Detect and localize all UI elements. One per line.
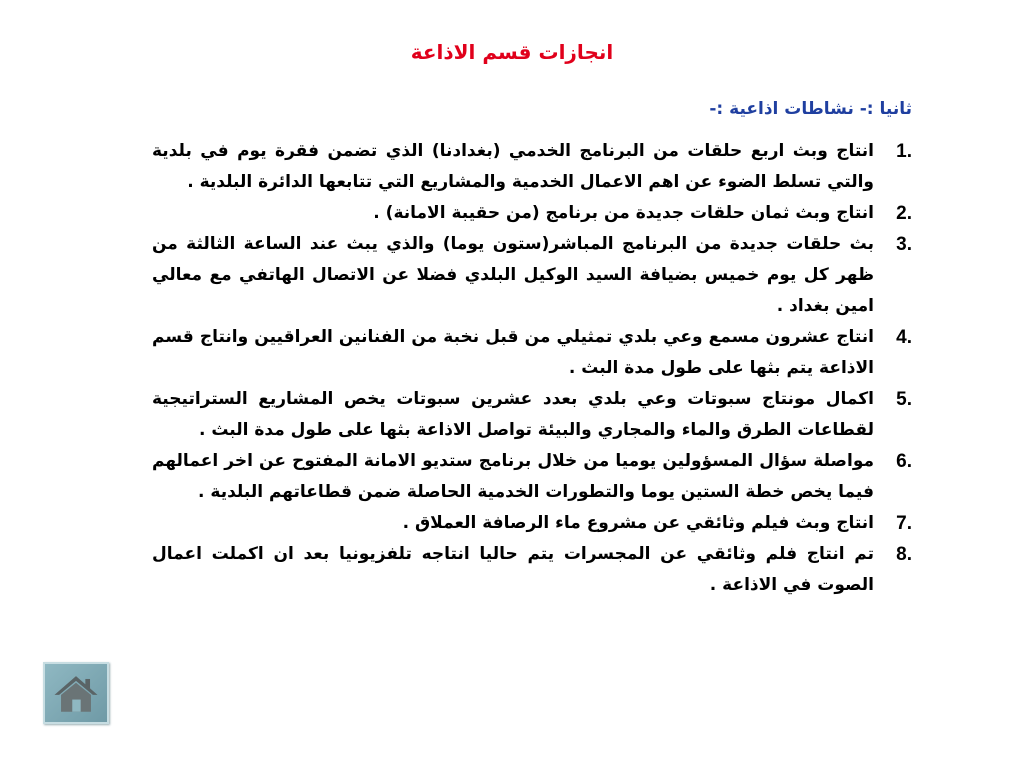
item-text: انتاج وبث فيلم وثائقي عن مشروع ماء الرصافة العملاق . <box>402 513 874 533</box>
item-number: 3. <box>896 234 912 255</box>
item-text: تم انتاج فلم وثائقي عن المجسرات يتم حاليا انتاجه تلفزيونيا بعد ان اكملت اعمال الصوت في الاذاعة . <box>152 544 874 595</box>
list-item <box>152 229 912 322</box>
item-text: انتاج وبث ثمان حلقات جديدة من برنامج (من حقيبة الامانة) . <box>373 203 874 223</box>
item-number: 6. <box>896 451 912 472</box>
item-text: اكمال مونتاج سبوتات وعي بلدي بعدد عشرين سبوتات يخص المشاريع الستراتيجية لقطاعات الطرق والماء والمجاري والبيئة تواصل الاذاعة بثها على طول مدة البث . <box>152 389 874 440</box>
list-item <box>152 198 912 229</box>
list-item <box>152 508 912 539</box>
item-text: بث حلقات جديدة من البرنامج المباشر(ستون يوما) والذي يبث عند الساعة الثالثة من ظهر كل يوم خميس بضيافة السيد الوكيل البلدي فضلا عن الاتصال الهاتفي مع معالي امين بغداد . <box>152 234 874 316</box>
item-number: 5. <box>896 389 912 410</box>
list-item <box>152 136 912 198</box>
slide-title: انجازات قسم الاذاعة <box>410 40 614 64</box>
list-item <box>152 322 912 384</box>
item-number: 4. <box>896 327 912 348</box>
section-subtitle: ثانيا :- نشاطات اذاعية :- <box>709 99 912 119</box>
item-number: 7. <box>896 513 912 534</box>
list-item <box>152 539 912 601</box>
list-item <box>152 446 912 508</box>
item-text: انتاج وبث اربع حلقات من البرنامج الخدمي (بغدادنا) الذي تضمن فقرة يوم في بلدية والتي تسلط الضوء عن اهم الاعمال الخدمية والمشاريع التي تتابعها الدائرة البلدية . <box>152 141 874 192</box>
item-number: 2. <box>896 203 912 224</box>
item-text: مواصلة سؤال المسؤولين يوميا من خلال برنامج ستديو الامانة المفتوح عن اخر اعمالهم فيما يخص خطة الستين يوما والتطورات الخدمية الحاصلة ضمن قطاعاتهم البلدية . <box>152 451 874 502</box>
item-number: 1. <box>896 141 912 162</box>
activity-list <box>152 136 912 601</box>
home-icon <box>45 664 107 722</box>
home-button[interactable] <box>43 662 109 724</box>
list-item <box>152 384 912 446</box>
item-text: انتاج عشرون مسمع وعي بلدي تمثيلي من قبل نخبة من الفنانين العراقيين وانتاج قسم الاذاعة يتم بثها على طول مدة البث . <box>152 327 874 378</box>
item-number: 8. <box>896 544 912 565</box>
